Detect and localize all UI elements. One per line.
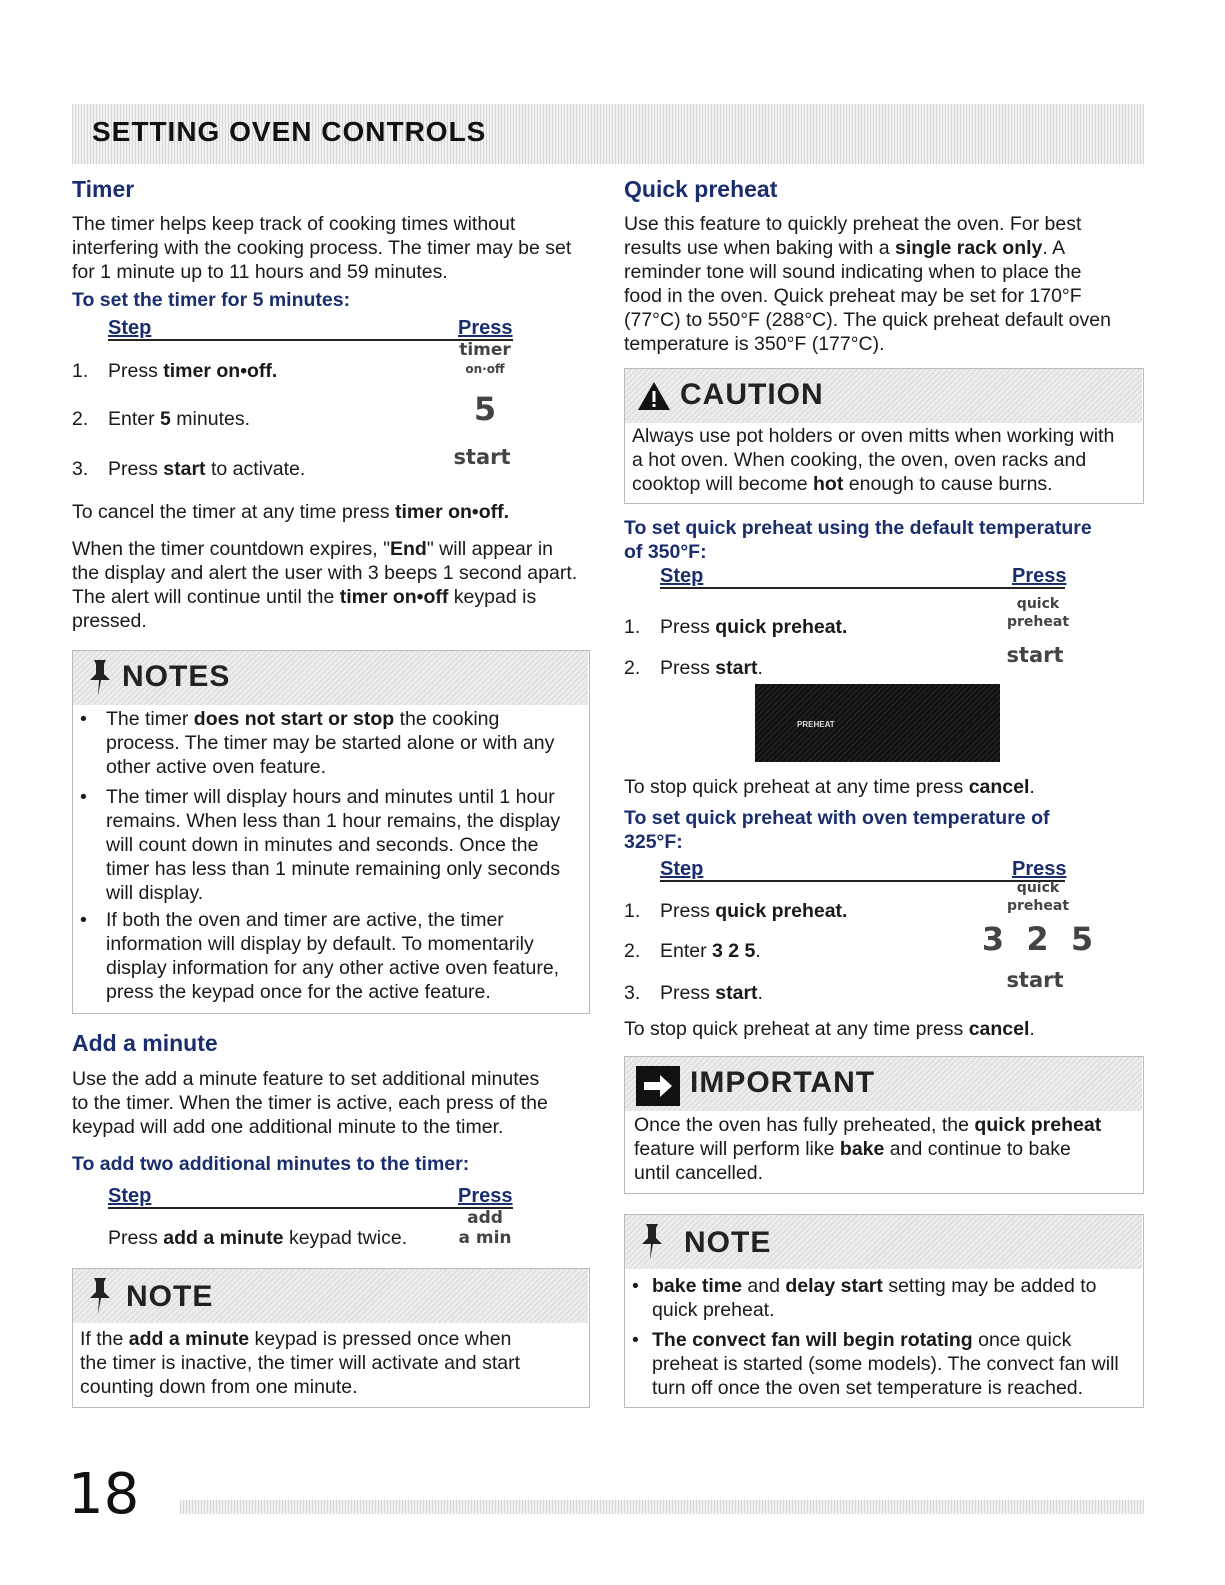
start-key: start — [1006, 643, 1064, 667]
qp-325-subheading: To set quick preheat with oven temperature of 325°F: — [624, 807, 1050, 853]
important-text: Once the oven has fully preheated, the quick preheat feature will perform like bake and continue to bake until cancelled. — [634, 1114, 1102, 1184]
qp-325-step-2: Enter 3 2 5. — [660, 940, 761, 962]
note-title: NOTE — [684, 1226, 772, 1259]
add-minute-subheading: To add two additional minutes to the timer: — [72, 1153, 470, 1175]
caution-title: CAUTION — [680, 378, 824, 411]
footer-bar — [180, 1500, 1144, 1514]
preheat-key: preheat — [1006, 614, 1070, 630]
timer-heading: Timer — [72, 176, 135, 202]
quick-key: quick — [1016, 596, 1060, 612]
pushpin-icon — [86, 1274, 114, 1318]
caution-text: Always use pot holders or oven mitts when working with a hot oven. When cooking, the oven, oven racks and cooktop will become hot enough to cause burns. — [632, 425, 1115, 495]
quick-preheat-intro: Use this feature to quickly preheat the oven. For best results use when baking with a single rack only. A reminder tone will sound indicating when to place the food in the oven. Quick preheat may be set for 170°F (77°C) to 550°F (288°C). The quick preheat default oven temperature is 350°F (177°C). — [624, 213, 1111, 355]
timer-step-2: Enter 5 minutes. — [108, 408, 251, 430]
step-column-label: Step — [108, 317, 152, 339]
qp-default-step-2: Press start. — [660, 657, 763, 679]
notes-bullet: • The timer does not start or stop the cooking process. The timer may be started alone or with any other active oven feature. — [80, 708, 555, 778]
timer-key-sub: on·off — [465, 362, 505, 376]
step-number: 1. — [72, 360, 89, 382]
qp-325-step-1: Press quick preheat. — [660, 900, 848, 922]
timer-end-text: When the timer countdown expires, "End" will appear in the display and alert the user with 3 beeps 1 second apart. The alert will continue until the timer on•off keypad is pressed. — [72, 538, 578, 632]
start-key: start — [453, 445, 511, 469]
press-column-label: Press — [458, 317, 513, 339]
add-minute-intro: Use the add a minute feature to set additional minutes to the timer. When the timer is active, each press of the keypad will add one additional minute to the timer. — [72, 1068, 548, 1138]
timer-intro: The timer helps keep track of cooking times without interfering with the cooking process. The timer may be set for 1 minute up to 11 hours and 59 minutes. — [72, 213, 572, 283]
press-column-label: Press — [1012, 565, 1067, 587]
step-number: 2. — [72, 408, 89, 430]
start-key: start — [1006, 968, 1064, 992]
pushpin-icon — [86, 656, 114, 700]
note-title: NOTE — [126, 1280, 214, 1313]
qp-default-step-1: Press quick preheat. — [660, 616, 848, 638]
timer-cancel-text: To cancel the timer at any time press timer on•off. — [72, 501, 510, 523]
add-minute-heading: Add a minute — [72, 1030, 218, 1056]
step-number: 3. — [624, 982, 641, 1004]
section-title: SETTING OVEN CONTROLS — [92, 116, 487, 147]
add-minute-step: Press add a minute keypad twice. — [108, 1227, 408, 1249]
step-column-label: Step — [660, 858, 704, 880]
oven-display-image: PREHEAT — [755, 684, 1000, 762]
qp-stop-text: To stop quick preheat at any time press cancel. — [624, 1018, 1035, 1040]
step-number: 1. — [624, 616, 641, 638]
note-bullet: • The convect fan will begin rotating once quick preheat is started (some models). The convect fan will turn off once the oven set temperature is reached. — [632, 1329, 1119, 1399]
qp-default-subheading: To set quick preheat using the default temperature of 350°F: — [624, 517, 1092, 563]
digit-5-key: 5 — [473, 390, 497, 428]
timer-key: timer — [459, 340, 511, 360]
arrow-icon — [636, 1066, 680, 1106]
warning-icon — [636, 380, 672, 412]
step-number: 1. — [624, 900, 641, 922]
press-column-label: Press — [458, 1185, 513, 1207]
press-column-label: Press — [1012, 858, 1067, 880]
notes-bullet: • The timer will display hours and minutes until 1 hour remains. When less than 1 hour remains, the display will count down in minutes and seconds. Once the timer has less than 1 minute remaining only seconds will display. — [80, 786, 561, 904]
add-key: add — [467, 1208, 503, 1228]
qp-325-step-3: Press start. — [660, 982, 763, 1004]
quick-key: quick — [1016, 880, 1060, 896]
important-title: IMPORTANT — [690, 1066, 876, 1099]
step-number: 2. — [624, 657, 641, 679]
digits-325-key: 3 2 5 — [981, 920, 1094, 958]
step-rule — [660, 587, 1065, 589]
step-number: 3. — [72, 458, 89, 480]
add-key-sub: a min — [458, 1228, 512, 1248]
timer-step-3: Press start to activate. — [108, 458, 306, 480]
step-column-label: Step — [660, 565, 704, 587]
notes-bullet: • If both the oven and timer are active, the timer information will display by default. To momentarily display information for any other active oven feature, press the keypad once for the active feature. — [80, 909, 560, 1003]
qp-stop-text: To stop quick preheat at any time press cancel. — [624, 776, 1035, 798]
quick-preheat-heading: Quick preheat — [624, 176, 778, 202]
step-number: 2. — [624, 940, 641, 962]
notes-title: NOTES — [122, 660, 231, 693]
step-column-label: Step — [108, 1185, 152, 1207]
timer-step-1: Press timer on•off. — [108, 360, 278, 382]
note-bullet: • bake time and delay start setting may be added to quick preheat. — [632, 1275, 1097, 1321]
preheat-key: preheat — [1006, 898, 1070, 914]
page-number: 18 — [68, 1462, 140, 1527]
timer-subheading: To set the timer for 5 minutes: — [72, 289, 351, 311]
pushpin-icon — [638, 1220, 666, 1264]
note-text: If the add a minute keypad is pressed once when the timer is inactive, the timer will activate and start counting down from one minute. — [80, 1328, 520, 1398]
